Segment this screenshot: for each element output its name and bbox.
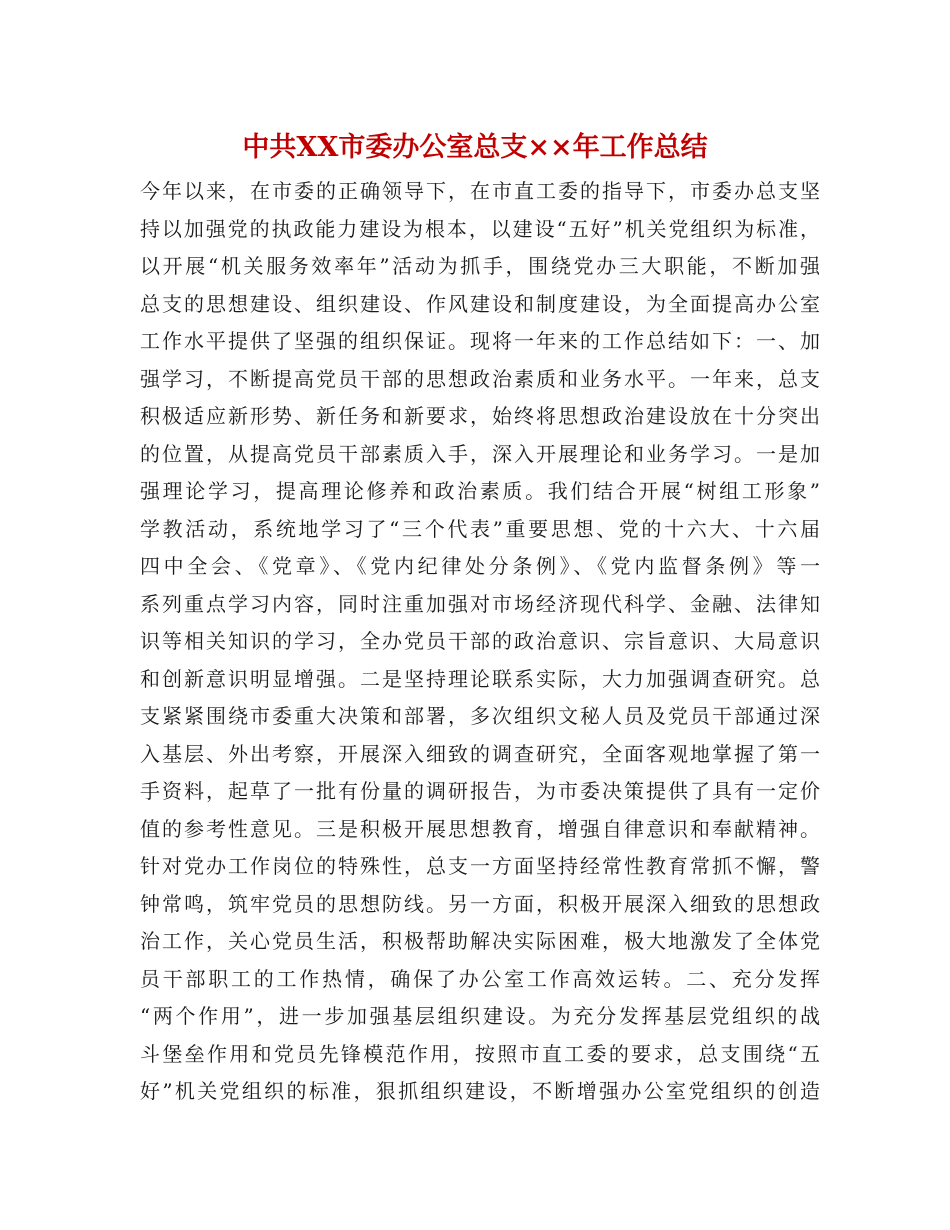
document-title: 中共XX市委办公室总支××年工作总结 xyxy=(242,132,708,163)
body-line: 针对党办工作岗位的特殊性，总支一方面坚持经常性教育常抓不懈，警 xyxy=(140,854,820,878)
body-line: 员干部职工的工作热情，确保了办公室工作高效运转。二、充分发挥 xyxy=(140,966,820,991)
body-line: 识等相关知识的学习，全办党员干部的政治意识、宗旨意识、大局意识 xyxy=(140,629,820,653)
body-line: 好”机关党组织的标准，狠抓组织建设，不断增强办公室党组织的创造 xyxy=(140,1079,820,1103)
body-line: 积极适应新形势、新任务和新要求，始终将思想政治建设放在十分突出 xyxy=(140,404,820,428)
body-line: 总支的思想建设、组织建设、作风建设和制度建设，为全面提高办公室 xyxy=(140,291,820,316)
body-line: 持以加强党的执政能力建设为根本，以建设“五好”机关党组织为标准， xyxy=(140,216,820,241)
body-line: 今年以来，在市委的正确领导下，在市直工委的指导下，市委办总支坚 xyxy=(140,179,820,203)
body-line: 斗堡垒作用和党员先锋模范作用，按照市直工委的要求，总支围绕“五 xyxy=(140,1041,820,1066)
body-line: 钟常鸣，筑牢党员的思想防线。另一方面，积极开展深入细致的思想政 xyxy=(140,891,820,916)
document-body xyxy=(140,173,820,1111)
body-line: 支紧紧围绕市委重大决策和部署，多次组织文秘人员及党员干部通过深 xyxy=(140,704,820,728)
body-line: 系列重点学习内容，同时注重加强对市场经济现代科学、金融、法律知 xyxy=(140,591,820,616)
body-line: 的位置，从提高党员干部素质入手，深入开展理论和业务学习。一是加 xyxy=(140,441,820,466)
body-line: 强理论学习，提高理论修养和政治素质。我们结合开展“树组工形象” xyxy=(140,479,820,503)
body-line: 工作水平提供了坚强的组织保证。现将一年来的工作总结如下：一、加 xyxy=(140,329,820,353)
body-line: “两个作用”，进一步加强基层组织建设。为充分发挥基层党组织的战 xyxy=(140,1004,820,1028)
body-line: 强学习，不断提高党员干部的思想政治素质和业务水平。一年来，总支 xyxy=(140,366,820,391)
body-line: 四中全会、《党章》、《党内纪律处分条例》、《党内监督条例》等一 xyxy=(140,554,820,578)
body-line: 和创新意识明显增强。二是坚持理论联系实际，大力加强调查研究。总 xyxy=(140,666,820,691)
body-line: 值的参考性意见。三是积极开展思想教育，增强自律意识和奉献精神。 xyxy=(140,816,820,841)
body-line: 以开展“机关服务效率年”活动为抓手，围绕党办三大职能，不断加强 xyxy=(140,254,820,278)
body-line: 学教活动，系统地学习了“三个代表”重要思想、党的十六大、十六届 xyxy=(140,516,820,541)
body-line: 治工作，关心党员生活，积极帮助解决实际困难，极大地激发了全体党 xyxy=(140,929,820,953)
body-line: 入基层、外出考察，开展深入细致的调查研究，全面客观地掌握了第一 xyxy=(140,741,820,766)
body-line: 手资料，起草了一批有份量的调研报告，为市委决策提供了具有一定价 xyxy=(140,779,820,803)
